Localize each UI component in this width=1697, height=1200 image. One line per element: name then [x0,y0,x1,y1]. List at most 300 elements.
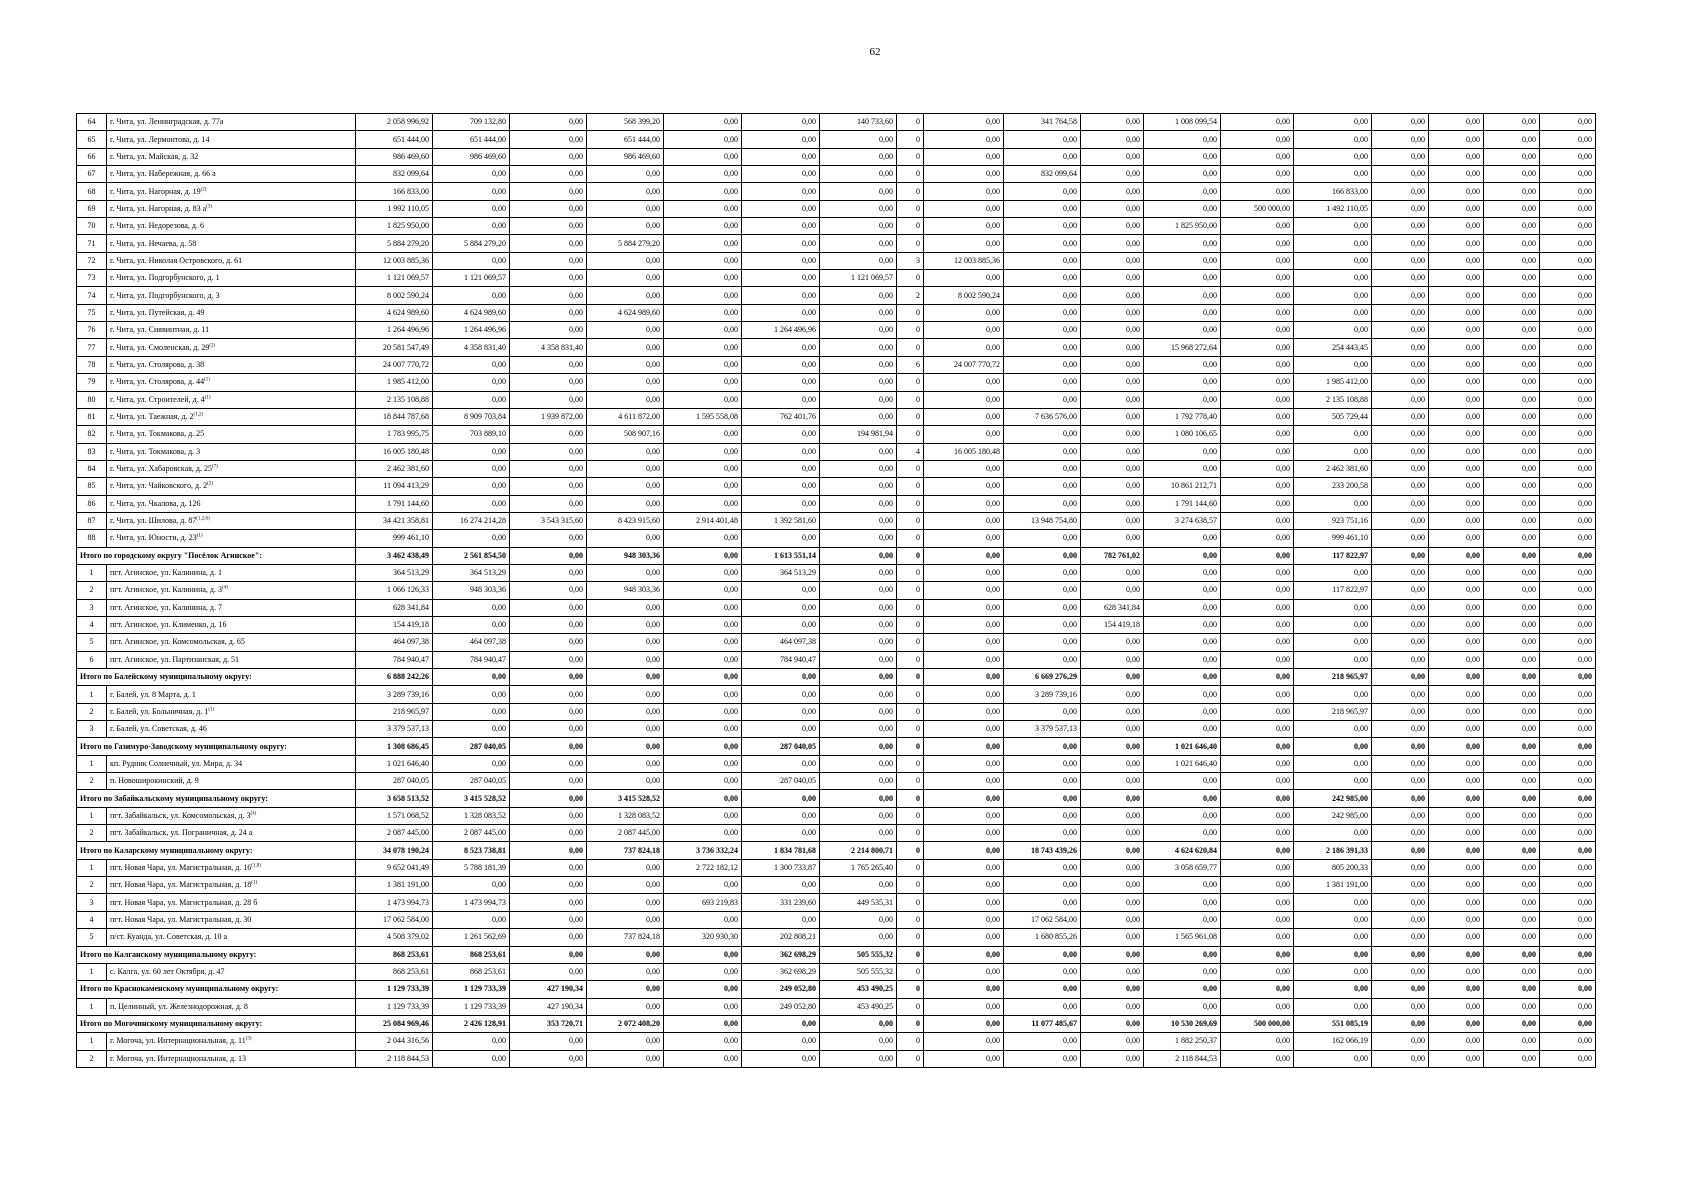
value-cell: 0,00 [587,669,664,686]
value-cell: 0,00 [1294,114,1372,131]
value-cell: 6 669 276,29 [1004,669,1081,686]
address-cell [107,911,356,928]
value-cell: 11 077 485,67 [1004,1015,1081,1032]
value-cell: 0,00 [433,495,510,512]
value-cell: 0,00 [587,166,664,183]
value-cell: 0,00 [1294,911,1372,928]
value-cell: 0,00 [1429,391,1484,408]
value-cell: 0,00 [924,426,1004,443]
value-cell: 453 490,25 [820,981,897,998]
value-cell: 0,00 [1540,495,1596,512]
value-cell: 0,00 [1372,478,1429,495]
value-cell: 0,00 [1221,669,1294,686]
value-cell: 0,00 [1484,773,1540,790]
value-cell: 0,00 [1540,703,1596,720]
address-cell [107,408,356,425]
value-cell: 0 [897,564,924,581]
value-cell: 0,00 [924,738,1004,755]
value-cell: 0,00 [510,356,587,373]
value-cell: 0,00 [1540,270,1596,287]
value-cell: 0,00 [1081,148,1144,165]
value-cell: 0,00 [1144,287,1221,304]
row-number: 88 [77,530,107,547]
value-cell: 1 473 994,73 [433,894,510,911]
address-cell [107,1050,356,1067]
value-cell: 0,00 [1081,530,1144,547]
value-cell: 1 791 144,60 [356,495,433,512]
subtotal-row [77,669,1596,686]
value-cell: 0,00 [1221,963,1294,980]
value-cell: 4 624 989,60 [587,304,664,321]
row-number: 3 [77,599,107,616]
address-cell [107,339,356,356]
value-cell: 0 [897,131,924,148]
value-cell: 0,00 [1294,443,1372,460]
value-cell: 0,00 [742,478,820,495]
footnote-mark: (1,8) [251,863,261,869]
value-cell: 0,00 [1081,512,1144,529]
value-cell: 0,00 [510,564,587,581]
value-cell: 1 882 250,37 [1144,1033,1221,1050]
value-cell: 0,00 [1484,825,1540,842]
address-cell [107,929,356,946]
value-cell: 0,00 [510,738,587,755]
value-cell: 0,00 [510,616,587,633]
value-cell: 0,00 [1429,703,1484,720]
value-cell: 9 652 041,49 [356,859,433,876]
value-cell: 0,00 [1372,166,1429,183]
value-cell: 0,00 [1540,235,1596,252]
value-cell: 832 099,64 [356,166,433,183]
value-cell: 0,00 [820,1015,897,1032]
address-cell [107,686,356,703]
value-cell: 0 [897,547,924,564]
value-cell: 320 930,30 [664,929,742,946]
value-cell: 0,00 [587,183,664,200]
value-cell: 0 [897,877,924,894]
value-cell: 0,00 [820,495,897,512]
value-cell: 0,00 [742,356,820,373]
value-cell: 0,00 [742,877,820,894]
address-cell [107,131,356,148]
value-cell: 3 379 537,13 [356,721,433,738]
value-cell: 0,00 [1144,270,1221,287]
value-cell: 0 [897,322,924,339]
value-cell: 24 007 770,72 [924,356,1004,373]
value-cell: 0,00 [433,911,510,928]
value-cell: 0,00 [510,790,587,807]
value-cell: 551 085,19 [1294,1015,1372,1032]
value-cell: 0,00 [820,911,897,928]
value-cell: 16 005 180,48 [356,443,433,460]
value-cell: 0,00 [1540,981,1596,998]
value-cell: 0,00 [820,929,897,946]
value-cell: 453 490,25 [820,998,897,1015]
footnote-mark: (2) [200,186,207,192]
value-cell: 0,00 [433,755,510,772]
value-cell: 0,00 [1540,1050,1596,1067]
value-cell: 0,00 [924,460,1004,477]
row-number: 66 [77,148,107,165]
address-cell [107,634,356,651]
value-cell: 0,00 [820,322,897,339]
value-cell: 0,00 [820,634,897,651]
value-cell: 0,00 [1372,773,1429,790]
value-cell: 1 792 778,40 [1144,408,1221,425]
value-cell: 0,00 [1372,1033,1429,1050]
value-cell: 0,00 [664,287,742,304]
value-cell: 0,00 [742,374,820,391]
value-cell: 0 [897,339,924,356]
value-cell: 0,00 [664,599,742,616]
value-cell: 0,00 [1081,842,1144,859]
value-cell: 0,00 [664,478,742,495]
value-cell: 0,00 [1429,773,1484,790]
value-cell: 0,00 [1540,218,1596,235]
value-cell: 166 833,00 [1294,183,1372,200]
row-number: 65 [77,131,107,148]
address-cell [107,114,356,131]
value-cell: 0,00 [1221,408,1294,425]
value-cell: 0,00 [1081,1033,1144,1050]
value-cell: 0 [897,166,924,183]
address-cell [107,564,356,581]
value-cell: 0,00 [1144,686,1221,703]
value-cell: 0,00 [1484,166,1540,183]
row-number: 2 [77,877,107,894]
value-cell: 0,00 [510,270,587,287]
value-cell: 0,00 [1004,998,1081,1015]
value-cell: 0,00 [1540,599,1596,616]
footnote-mark: (2) [209,342,216,348]
value-cell: 1 680 855,26 [1004,929,1081,946]
address-text: пгт. Новая Чара, ул. Магистральная, д. 16 [110,862,252,872]
value-cell: 0,00 [1294,252,1372,269]
value-cell: 0,00 [1221,218,1294,235]
value-cell: 0,00 [1372,443,1429,460]
footnote-mark: (2) [207,481,213,487]
value-cell: 1 834 781,68 [742,842,820,859]
value-cell: 4 624 989,60 [356,304,433,321]
value-cell: 628 341,84 [356,599,433,616]
value-cell: 0,00 [1540,911,1596,928]
value-cell: 1 473 994,73 [356,894,433,911]
value-cell: 0,00 [510,842,587,859]
value-cell: 0,00 [1484,512,1540,529]
value-cell: 0,00 [510,304,587,321]
value-cell: 0,00 [820,478,897,495]
value-cell: 0,00 [1540,148,1596,165]
value-cell: 0,00 [664,391,742,408]
address-text: г. Чита, ул. Путейская, д. 49 [110,307,205,317]
subtotal-row [77,547,1596,564]
value-cell: 0,00 [1004,599,1081,616]
value-cell: 0,00 [820,148,897,165]
subtotal-title: Итого по Могочинскому муниципальному округу: [77,1015,356,1032]
row-number: 3 [77,894,107,911]
address-text: г. Чита, ул. Майская, д. 32 [110,151,199,161]
address-cell [107,877,356,894]
row-number: 2 [77,703,107,720]
value-cell: 0,00 [664,582,742,599]
address-cell [107,599,356,616]
value-cell: 0 [897,235,924,252]
value-cell: 0,00 [1540,356,1596,373]
value-cell: 0,00 [1372,859,1429,876]
subtotal-title: Итого по Калганскому муниципальному округу: [77,946,356,963]
value-cell: 0,00 [664,530,742,547]
value-cell: 0,00 [1372,148,1429,165]
value-cell: 784 940,47 [433,651,510,668]
value-cell: 2 722 182,12 [664,859,742,876]
value-cell: 0 [897,512,924,529]
value-cell: 0 [897,721,924,738]
value-cell: 0,00 [1081,703,1144,720]
value-cell: 0,00 [510,807,587,824]
value-cell: 0 [897,114,924,131]
value-cell: 0,00 [587,773,664,790]
value-cell: 0,00 [1004,270,1081,287]
table-row [77,755,1596,772]
value-cell: 0,00 [1004,391,1081,408]
value-cell: 0,00 [510,235,587,252]
table-row [77,512,1596,529]
table-row [77,166,1596,183]
value-cell: 427 190,34 [510,998,587,1015]
value-cell: 0,00 [1372,894,1429,911]
value-cell: 0,00 [510,114,587,131]
value-cell: 0,00 [1540,304,1596,321]
subtotal-title: Итого по городскому округу "Посёлок Агинское": [77,547,356,564]
value-cell: 249 052,80 [742,981,820,998]
value-cell: 0,00 [1004,460,1081,477]
value-cell: 0,00 [820,1033,897,1050]
value-cell: 0,00 [510,651,587,668]
value-cell: 1 392 581,60 [742,512,820,529]
value-cell: 0 [897,651,924,668]
value-cell: 0,00 [1004,183,1081,200]
value-cell: 0,00 [820,669,897,686]
value-cell: 0,00 [1429,859,1484,876]
footnote-mark: (4) [250,811,257,817]
table-row [77,582,1596,599]
value-cell: 0,00 [1484,460,1540,477]
row-number: 84 [77,460,107,477]
row-number: 3 [77,721,107,738]
value-cell: 0,00 [742,270,820,287]
value-cell: 0,00 [510,877,587,894]
value-cell: 0,00 [1221,131,1294,148]
value-cell: 0,00 [1484,408,1540,425]
value-cell: 0,00 [664,114,742,131]
address-cell [107,218,356,235]
address-cell [107,478,356,495]
value-cell: 0,00 [1004,530,1081,547]
value-cell: 0,00 [1081,790,1144,807]
value-cell: 0,00 [1144,166,1221,183]
value-cell: 651 444,00 [587,131,664,148]
value-cell: 0,00 [510,252,587,269]
value-cell: 508 907,16 [587,426,664,443]
value-cell: 0,00 [587,322,664,339]
value-cell: 1 121 069,57 [820,270,897,287]
value-cell: 11 094 413,29 [356,478,433,495]
value-cell: 0,00 [1144,443,1221,460]
value-cell: 0,00 [1484,547,1540,564]
table-row [77,426,1596,443]
address-text: г. Чита, ул. Николая Островского, д. 61 [110,255,243,265]
value-cell: 0,00 [1484,114,1540,131]
row-number: 2 [77,825,107,842]
value-cell: 0,00 [1081,1015,1144,1032]
value-cell: 0,00 [924,790,1004,807]
value-cell: 0,00 [1081,911,1144,928]
value-cell: 10 861 212,71 [1144,478,1221,495]
value-cell: 0,00 [433,183,510,200]
table-row [77,252,1596,269]
value-cell: 8 909 703,84 [433,408,510,425]
value-cell: 0,00 [820,200,897,217]
value-cell: 2 087 445,00 [356,825,433,842]
value-cell: 782 761,02 [1081,547,1144,564]
row-number: 80 [77,391,107,408]
value-cell: 0,00 [1004,252,1081,269]
value-cell: 0,00 [742,131,820,148]
value-cell: 0,00 [1484,235,1540,252]
value-cell: 0,00 [1429,356,1484,373]
value-cell: 0,00 [820,131,897,148]
value-cell: 2 044 316,56 [356,1033,433,1050]
value-cell: 0,00 [742,703,820,720]
row-number: 69 [77,200,107,217]
value-cell: 0,00 [664,1050,742,1067]
value-cell: 0,00 [587,530,664,547]
value-cell: 0,00 [1081,200,1144,217]
value-cell: 0,00 [1144,530,1221,547]
value-cell: 0,00 [1372,200,1429,217]
table-row [77,287,1596,304]
value-cell: 0,00 [1540,530,1596,547]
value-cell: 0,00 [587,686,664,703]
value-cell: 1 571 068,52 [356,807,433,824]
value-cell: 0,00 [1004,825,1081,842]
value-cell: 0,00 [1081,963,1144,980]
value-cell: 0,00 [1081,218,1144,235]
address-cell [107,963,356,980]
value-cell: 0,00 [1004,495,1081,512]
value-cell: 0,00 [1429,616,1484,633]
value-cell: 0,00 [1221,114,1294,131]
value-cell: 0,00 [1429,669,1484,686]
value-cell: 0,00 [1294,773,1372,790]
value-cell: 0,00 [510,773,587,790]
value-cell: 0,00 [587,703,664,720]
value-cell: 0,00 [1294,166,1372,183]
value-cell: 0,00 [1429,374,1484,391]
value-cell: 427 190,34 [510,981,587,998]
value-cell: 0,00 [820,235,897,252]
row-number: 87 [77,512,107,529]
subtotal-title: Итого по Каларскому муниципальному округу: [77,842,356,859]
value-cell: 0,00 [1429,998,1484,1015]
row-number: 77 [77,339,107,356]
value-cell: 2 135 108,88 [1294,391,1372,408]
value-cell: 0,00 [510,460,587,477]
value-cell: 0 [897,946,924,963]
value-cell: 0,00 [1372,530,1429,547]
value-cell: 0,00 [924,929,1004,946]
address-cell [107,426,356,443]
value-cell: 0,00 [664,911,742,928]
value-cell: 0,00 [1540,183,1596,200]
value-cell: 0,00 [1429,426,1484,443]
value-cell: 0,00 [742,183,820,200]
value-cell: 0,00 [510,582,587,599]
value-cell: 0,00 [1004,131,1081,148]
value-cell: 0,00 [1372,270,1429,287]
value-cell: 0,00 [1372,131,1429,148]
value-cell: 2 914 401,48 [664,512,742,529]
value-cell: 0,00 [1372,495,1429,512]
address-cell [107,443,356,460]
value-cell: 500 000,00 [1221,200,1294,217]
value-cell: 0,00 [1484,495,1540,512]
value-cell: 0,00 [510,825,587,842]
value-cell: 0,00 [1004,981,1081,998]
value-cell: 737 824,18 [587,842,664,859]
value-cell: 0,00 [1372,877,1429,894]
value-cell: 0,00 [510,1050,587,1067]
row-number: 86 [77,495,107,512]
value-cell: 0,00 [587,651,664,668]
row-number: 2 [77,1050,107,1067]
value-cell: 0,00 [1081,478,1144,495]
value-cell: 0 [897,894,924,911]
value-cell: 0,00 [1294,946,1372,963]
address-cell [107,703,356,720]
value-cell: 4 508 379,02 [356,929,433,946]
value-cell: 505 555,32 [820,963,897,980]
value-cell: 362 698,29 [742,963,820,980]
value-cell: 0,00 [1144,981,1221,998]
value-cell: 0,00 [1372,738,1429,755]
value-cell: 0,00 [924,183,1004,200]
value-cell: 0,00 [587,356,664,373]
value-cell: 986 469,60 [587,148,664,165]
value-cell: 0,00 [1004,1033,1081,1050]
value-cell: 287 040,05 [356,773,433,790]
value-cell: 0 [897,218,924,235]
value-cell: 202 808,21 [742,929,820,946]
value-cell: 0,00 [1294,616,1372,633]
value-cell: 0,00 [433,877,510,894]
value-cell: 0,00 [1372,252,1429,269]
value-cell: 0,00 [1429,148,1484,165]
value-cell: 0,00 [1221,911,1294,928]
value-cell: 0,00 [433,1050,510,1067]
value-cell: 117 822,97 [1294,582,1372,599]
value-cell: 0,00 [742,200,820,217]
address-cell [107,755,356,772]
value-cell: 0,00 [1294,651,1372,668]
value-cell: 242 985,00 [1294,807,1372,824]
value-cell: 2 561 854,50 [433,547,510,564]
value-cell: 0,00 [1372,356,1429,373]
value-cell: 0 [897,825,924,842]
address-text: г. Чита, ул. Столярова, д. 44 [110,377,205,387]
value-cell: 0,00 [1372,755,1429,772]
value-cell: 0,00 [510,200,587,217]
